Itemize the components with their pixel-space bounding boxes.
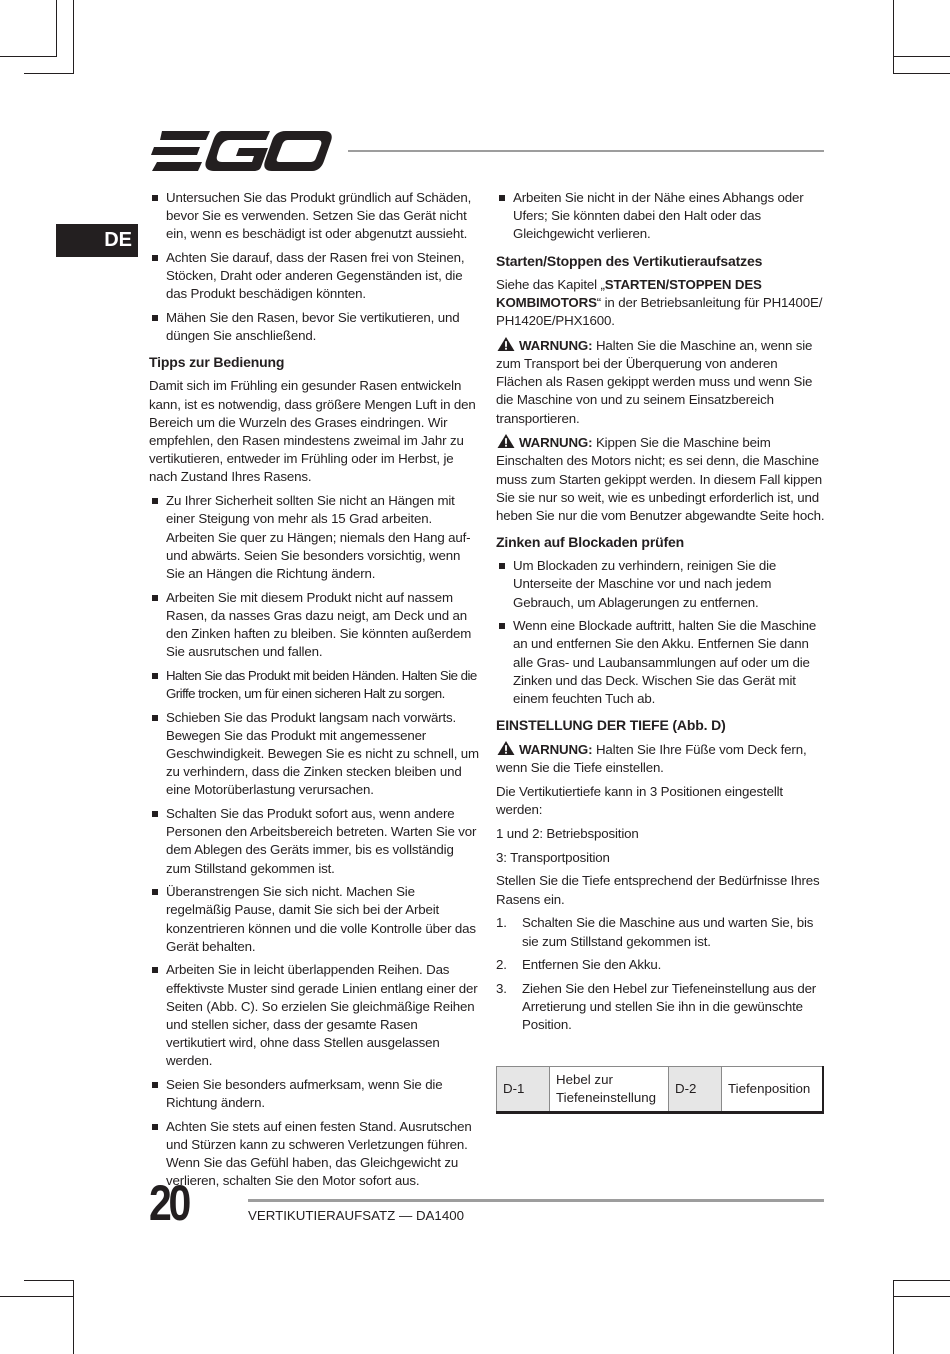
warning-triangle-icon (496, 433, 516, 449)
crop-mark (893, 0, 894, 74)
intro-bullet-list (149, 189, 479, 345)
list-item: Arbeiten Sie in leicht überlappenden Reihen. Das effektivste Muster sind gerade Linien entlang einer der Seiten (Abb. C). So erzielen Sie gleichmäßige Reihen und stellen sicher, dass der gesamte Rasen vertikutiert wird, ohne dass Stellen ausgelassen werden. (149, 961, 479, 1070)
crop-mark (893, 1280, 950, 1281)
step-item (496, 956, 826, 974)
page-number: 20 (149, 1175, 189, 1231)
depth-heading: EINSTELLUNG DER TIEFE (Abb. D) (496, 717, 726, 734)
start-stop-heading: Starten/Stoppen des Vertikutieraufsatzes (496, 252, 763, 269)
ego-logo (148, 128, 332, 174)
start-stop-bold: STARTEN/STOPPEN DES KOMBIMOTORS (496, 276, 762, 310)
list-item: Achten Sie darauf, dass der Rasen frei von Steinen, Stöcken, Draht oder anderen Gegenständen ist, die das Produkt beschädigen könnten. (149, 249, 479, 304)
depth-adjust-text: Stellen Sie die Tiefe entsprechend der Bedürfnisse Ihres Rasens ein. (496, 873, 820, 907)
crop-mark (56, 0, 57, 57)
warning-label: WARNUNG: (519, 435, 593, 451)
list-item: Zu Ihrer Sicherheit sollten Sie nicht an Hängen mit einer Steigung von mehr als 15 Grad arbeiten. Arbeiten Sie quer zu Hängen; niemals den Hang auf- und abwärts. Seien Sie besonders vorsichtig, wenn Sie an Hängen die Richtung ändern. (149, 492, 479, 583)
crop-mark (893, 1280, 894, 1354)
start-stop-paragraph (496, 276, 826, 331)
table-cell-key: D-2 (669, 1067, 722, 1113)
top-bullet-list (496, 189, 826, 244)
warning-text: Kippen Sie die Maschine beim Einschalten des Motors nicht; es sei denn, die Maschine muss zum Starten gekippt werden. In diesem Fall kippen Sie sie nur so weit, wie es unbedingt erforderlich ist, und heben Sie nur die vom Benutzer abgewandte Seite hoch. (496, 435, 825, 524)
language-tab: DE (56, 224, 138, 257)
footer-title: VERTIKUTIERAUFSATZ — DA1400 (248, 1208, 465, 1223)
list-item: Untersuchen Sie das Produkt gründlich auf Schäden, bevor Sie es verwenden. Setzen Sie das Gerät nicht ein, wenn es beschädigt ist oder abgenutzt aussieht. (149, 189, 479, 244)
depth-position-transport: 3: Transportposition (496, 849, 610, 865)
step-text: Ziehen Sie den Hebel zur Tiefeneinstellung aus der Arretierung und stellen Sie ihn in die gewünschte Position. (522, 980, 817, 1033)
list-item: Arbeiten Sie mit diesem Produkt nicht auf nassem Rasen, da nasses Gras dazu neigt, am Deck und an den Zinken haften zu bleiben. Sie könnten außerdem Sie ausrutschen und fallen. (149, 589, 479, 662)
blockage-heading: Zinken auf Blockaden prüfen (496, 534, 685, 551)
warning-label: WARNUNG: (519, 337, 593, 353)
step-item (496, 914, 826, 950)
crop-mark (24, 1280, 74, 1281)
crop-mark (73, 0, 74, 74)
step-number: 3. (496, 980, 507, 996)
left-column (149, 189, 479, 1196)
list-item: Überanstrengen Sie sich nicht. Machen Sie regelmäßig Pause, damit Sie sich bei der Arbeit konzentrieren können und die volle Kontrolle über das Gerät behalten. (149, 883, 479, 956)
step-text: Entfernen Sie den Akku. (522, 957, 662, 973)
warning-triangle-icon (496, 336, 516, 352)
warning-label: WARNUNG: (519, 742, 593, 758)
blockage-bullet-list (496, 557, 826, 708)
tips-bullet-list (149, 492, 479, 1190)
list-item: Wenn eine Blockade auftritt, halten Sie die Maschine an und entfernen Sie den Akku. Entfernen Sie dann alle Gras- und Laubansammlungen auf oder um die Zinken und das Deck. Wischen Sie das Gerät mit einem feuchten Tuch ab. (496, 617, 826, 708)
table-row (497, 1067, 824, 1113)
start-stop-text: “ in der Betriebsanleitung für PH1400E/ PH1420E/PHX1600. (496, 294, 823, 329)
step-number: 1. (496, 915, 507, 931)
depth-intro: Die Vertikutiertiefe kann in 3 Positionen eingestellt werden: (496, 784, 783, 818)
step-item (496, 980, 826, 1035)
start-stop-text: Siehe das Kapitel „ (496, 276, 605, 292)
header-rule (348, 150, 824, 152)
crop-mark (0, 56, 56, 57)
table-cell-key: D-1 (497, 1067, 550, 1113)
list-item: Schalten Sie das Produkt sofort aus, wenn andere Personen den Arbeitsbereich betreten. Warten Sie vor dem Ablegen des Geräts immer, bis es vollständig zum Stillstand gekommen ist. (149, 805, 479, 878)
warning-paragraph (496, 433, 826, 525)
depth-position-operating: 1 und 2: Betriebsposition (496, 826, 639, 842)
warning-text: Halten Sie Ihre Füße vom Deck fern, wenn Sie die Tiefe einstellen. (496, 742, 807, 776)
step-text: Schalten Sie die Maschine aus und warten Sie, bis sie zum Stillstand gekommen ist. (522, 915, 814, 949)
tips-heading: Tipps zur Bedienung (149, 354, 285, 371)
crop-mark (73, 1280, 74, 1354)
parts-table (496, 1066, 824, 1114)
crop-mark (893, 73, 950, 74)
table-cell-label: Hebel zur Tiefeneinstellung (550, 1067, 669, 1113)
step-number: 2. (496, 957, 507, 973)
table-cell-label: Tiefenposition (722, 1067, 824, 1113)
list-item: Seien Sie besonders aufmerksam, wenn Sie die Richtung ändern. (149, 1076, 479, 1112)
list-item: Um Blockaden zu verhindern, reinigen Sie die Unterseite der Maschine vor und nach jedem Gebrauch, um Ablagerungen zu entfernen. (496, 557, 826, 612)
list-item: Achten Sie stets auf einen festen Stand. Ausrutschen und Stürzen kann zu schweren Verletzungen führen. Wenn Sie das Gefühl haben, das Gleichgewicht zu verlieren, schalten Sie den Motor sofort aus. (149, 1118, 479, 1191)
crop-mark (893, 56, 950, 57)
list-item: Arbeiten Sie nicht in der Nähe eines Abhangs oder Ufers; Sie könnten dabei den Halt oder das Gleichgewicht verlieren. (496, 189, 826, 244)
list-item: Halten Sie das Produkt mit beiden Händen. Halten Sie die Griffe trocken, um für einen sicheren Halt zu sorgen. (149, 667, 479, 703)
right-column (496, 189, 826, 1040)
warning-triangle-icon (496, 740, 516, 756)
crop-mark (24, 73, 74, 74)
warning-paragraph (496, 740, 826, 777)
depth-steps-list (496, 914, 826, 1034)
list-item: Schieben Sie das Produkt langsam nach vorwärts. Bewegen Sie das Produkt mit angemessener Geschwindigkeit. Bewegen Sie es nicht zu schnell, um zu verhindern, dass die Zinken stecken bleiben und eine Motorüberlastung verursachen. (149, 709, 479, 800)
warning-text: Halten Sie die Maschine an, wenn sie zum Transport bei der Überquerung von anderen Flächen als Rasen gekippt werden muss und wenn Sie die Maschine von und zu seinem Einsatzbereich transportieren. (496, 337, 813, 426)
footer-rule (248, 1199, 824, 1202)
tips-paragraph: Damit sich im Frühling ein gesunder Rasen entwickeln kann, ist es notwendig, dass größere Mengen Luft in den Bereich um die Wurzeln des Grases eindringen. Wir empfehlen, den Rasen mindestens zweimal im Jahr zu vertikutieren, entweder im Frühling oder im Herbst, je nach Zustand Ihres Rasens. (149, 378, 476, 485)
list-item: Mähen Sie den Rasen, bevor Sie vertikutieren, und düngen Sie anschließend. (149, 309, 479, 345)
warning-paragraph (496, 336, 826, 428)
crop-mark (893, 1296, 950, 1297)
crop-mark (0, 1296, 74, 1297)
